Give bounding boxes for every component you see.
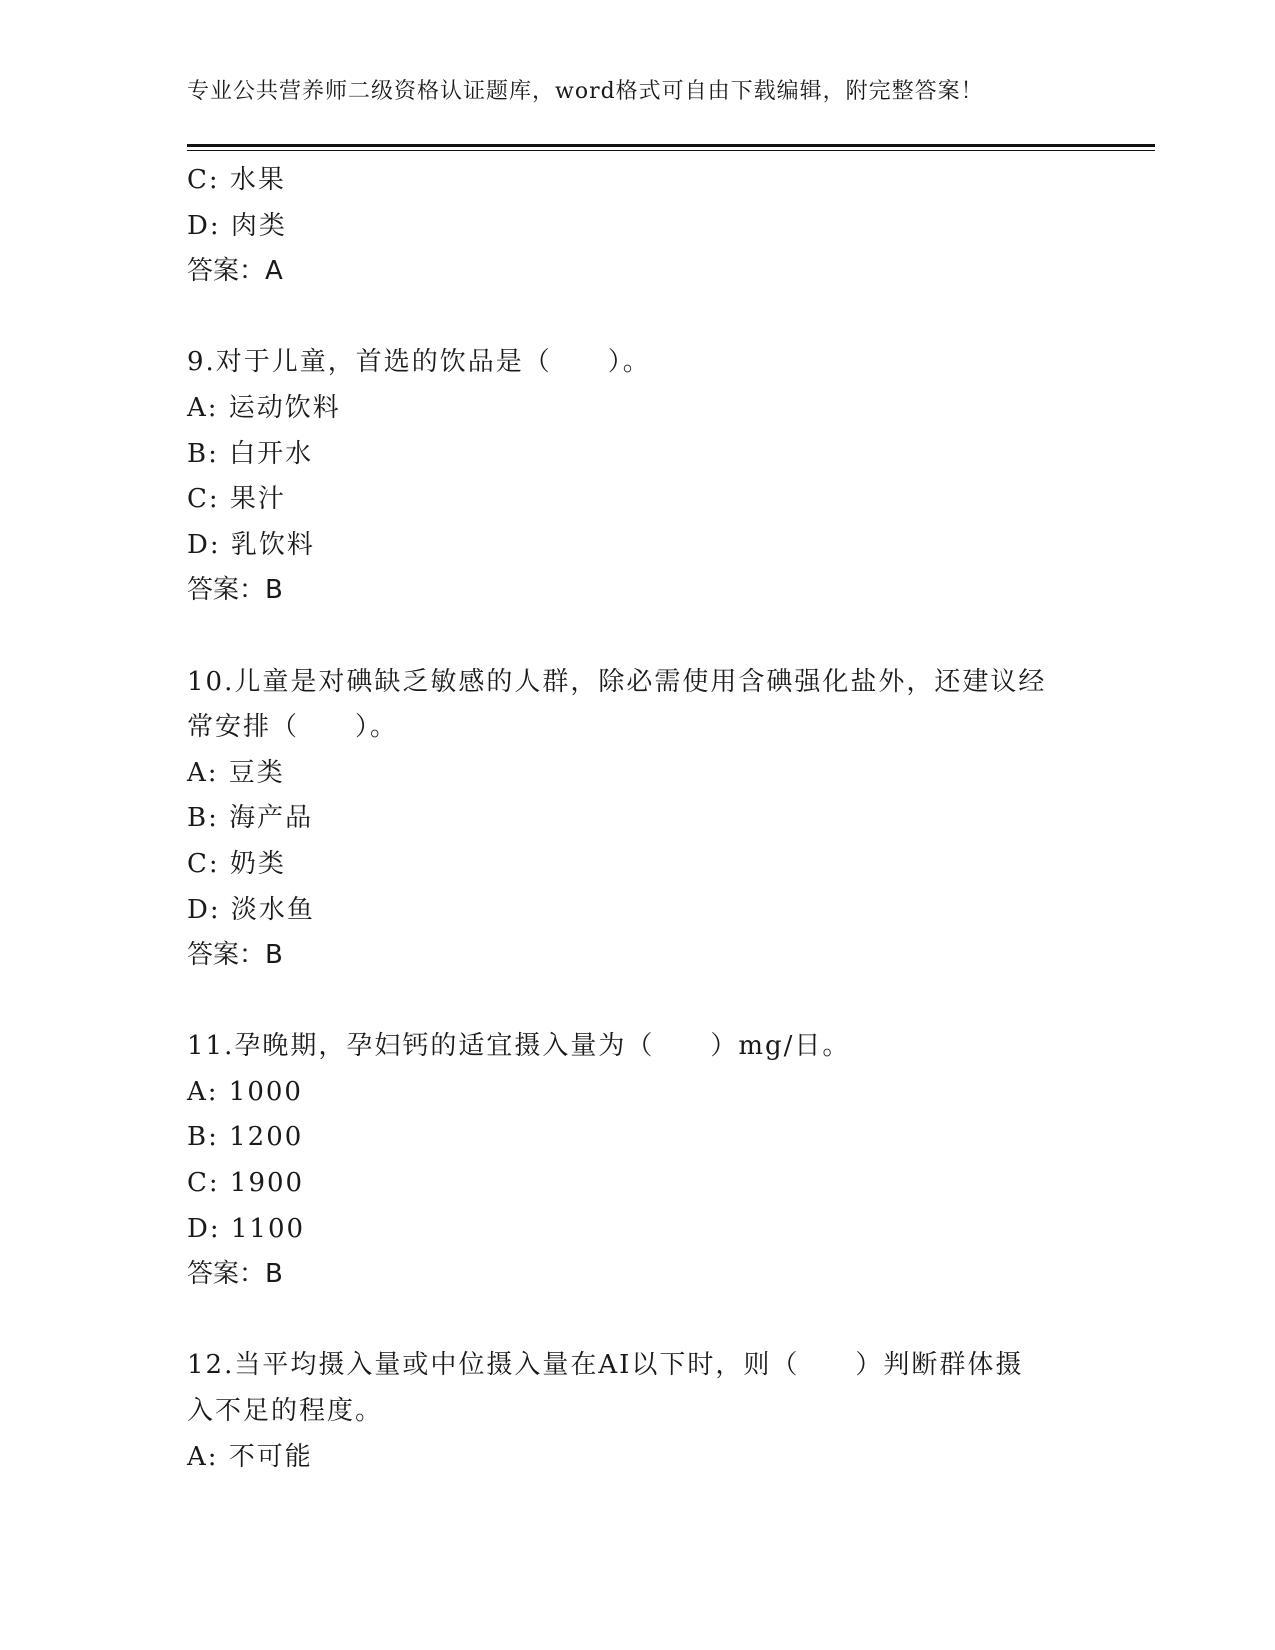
option-d: D: 淡水鱼 [187,894,315,925]
question-text: 11.孕晚期，孕妇钙的适宜摄入量为（ ）mg/日。 [187,1031,851,1062]
option-c: C: 果汁 [187,484,286,515]
question-12 [187,1343,1087,1480]
question-text-line-1: 12.当平均摄入量或中位摄入量在AI以下时，则（ ）判断群体摄 [187,1350,1024,1381]
option-b: B: 白开水 [187,438,314,469]
option-d: D: 乳饮料 [187,529,315,560]
header-rule-thick [187,144,1155,147]
spacer [187,614,1087,660]
answer-text: 答案：B [187,1259,283,1290]
question-8-tail [187,158,1087,295]
option-a: A: 豆类 [187,757,285,788]
question-text-line-2: 常安排（ ）。 [187,712,399,743]
spacer [187,1298,1087,1344]
question-11 [187,1024,1087,1298]
header-rule-thin [187,150,1155,151]
option-d: D: 肉类 [187,210,287,241]
option-a: A: 不可能 [187,1441,313,1472]
option-b: B: 1200 [187,1122,304,1153]
question-9 [187,340,1087,614]
answer-text: 答案：A [187,256,283,287]
option-b: B: 海产品 [187,803,314,834]
page-header: 专业公共营养师二级资格认证题库，word格式可自由下载编辑，附完整答案！ [187,79,984,104]
question-list [187,158,1087,1480]
spacer [187,295,1087,341]
spacer [187,979,1087,1025]
answer-text: 答案：B [187,575,283,606]
answer-text: 答案：B [187,940,283,971]
option-c: C: 1900 [187,1168,305,1199]
option-a: A: 运动饮料 [187,392,341,423]
option-c: C: 奶类 [187,848,286,879]
question-10 [187,660,1087,979]
option-a: A: 1000 [187,1076,303,1107]
question-text: 9.对于儿童，首选的饮品是（ ）。 [187,347,651,378]
question-text-line-2: 入不足的程度。 [187,1396,384,1427]
option-c: C: 水果 [187,165,286,195]
question-text-line-1: 10.儿童是对碘缺乏敏感的人群，除必需使用含碘强化盐外，还建议经 [187,666,1047,697]
option-d: D: 1100 [187,1213,306,1244]
